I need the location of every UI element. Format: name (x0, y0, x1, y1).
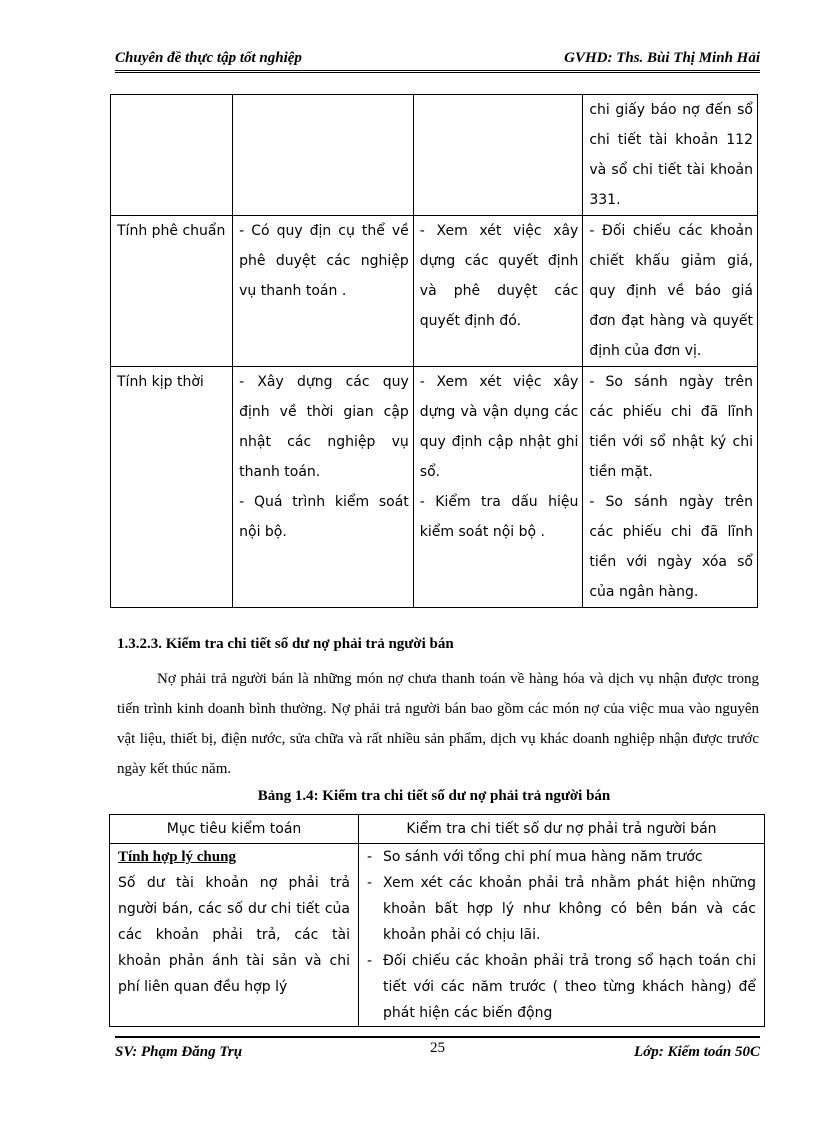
paragraph-text: Nợ phải trả người bán là những món nợ chưa thanh toán về hàng hóa và dịch vụ nhận được trong tiến trình kinh doanh bình thường. Nợ phải trả người bán bao gồm các món nợ của việc mua vào nguyên vật liệu, thiết bị, điện nước, sửa chữa và rất nhiều sản phẩm, dịch vụ khác doanh nghiệp nhận được trước ngày kết thúc năm. (117, 671, 759, 777)
table-row (111, 216, 758, 367)
column-header: Kiểm tra chi tiết số dư nợ phải trả người bán (359, 815, 765, 844)
table-cell: - Có quy địn cụ thể về phê duyệt các nghiệp vụ thanh toán . (233, 216, 414, 367)
list-item: - Xem xét các khoản phải trả nhằm phát hiện những khoản bất hợp lý như không có bên bán và các khoản phải có chịu lãi. (367, 870, 756, 948)
table-cell: - Xem xét việc xây dựng các quyết định và phê duyệt các quyết định đó. (413, 216, 583, 367)
table-cell (413, 367, 583, 608)
cell-text: - Kiểm tra dấu hiệu kiểm soát nội bộ . (419, 494, 579, 540)
header-left: Chuyên đề thực tập tốt nghiệp (115, 50, 302, 66)
objective-text: Số dư tài khoản nợ phải trả người bán, các số dư chi tiết của các khoản phải trả, các tài khoản phản ánh tài sản và chi phí liên quan đều hợp lý (118, 875, 350, 995)
checks-cell (359, 844, 765, 1027)
table-cell (583, 367, 758, 608)
footer-left: SV: Phạm Đăng Trụ (115, 1044, 243, 1060)
objective-cell (110, 844, 359, 1027)
table-row (111, 95, 758, 216)
header-right: GVHD: Ths. Bùi Thị Minh Hải (564, 50, 760, 66)
cell-text: - Xem xét việc xây dựng và vận dụng các quy định cập nhật ghi sổ. (419, 374, 579, 480)
table-row (110, 844, 765, 1027)
page-number: 25 (430, 1040, 445, 1056)
body-paragraph (117, 664, 759, 784)
page-footer (115, 1036, 760, 1066)
objective-title: Tính hợp lý chung (118, 849, 236, 865)
column-header: Mục tiêu kiểm toán (110, 815, 359, 844)
table-cell (233, 95, 414, 216)
table-cell: - Đối chiếu các khoản chiết khấu giảm giá, quy định về báo giá đơn đạt hàng và quyết định của đơn vị. (583, 216, 758, 367)
table-row (111, 367, 758, 608)
checks-list (367, 844, 756, 1026)
table-header-row (110, 815, 765, 844)
list-item: - Đối chiếu các khoản phải trả trong sổ hạch toán chi tiết với các năm trước ( theo từng khách hàng) để phát hiện các biến động (367, 948, 756, 1026)
section-title: 1.3.2.3. Kiểm tra chi tiết số dư nợ phải trả người bán (117, 636, 454, 652)
footer-right: Lớp: Kiểm toán 50C (634, 1044, 760, 1060)
cell-text: - So sánh ngày trên các phiếu chi đã lĩnh tiền với ngày xóa sổ của ngân hàng. (589, 494, 753, 600)
table-cell (233, 367, 414, 608)
list-item: - So sánh với tổng chi phí mua hàng năm trước (367, 844, 756, 870)
control-test-table (110, 94, 758, 608)
balance-test-table (109, 814, 765, 1027)
table-cell: chi giấy báo nợ đến sổ chi tiết tài khoản 112 và sổ chi tiết tài khoản 331. (583, 95, 758, 216)
cell-text: - Xây dựng các quy định về thời gian cập nhật các nghiệp vụ thanh toán. (239, 374, 409, 480)
cell-text: - So sánh ngày trên các phiếu chi đã lĩnh tiền với sổ nhật ký chi tiền mặt. (589, 374, 753, 480)
table-caption: Bảng 1.4: Kiểm tra chi tiết số dư nợ phải trả người bán (257, 788, 611, 804)
cell-text: - Quá trình kiểm soát nội bộ. (239, 494, 409, 540)
table-cell: Tính phê chuẩn (111, 216, 233, 367)
table-cell (413, 95, 583, 216)
table-cell (111, 367, 233, 608)
page-header (115, 48, 760, 73)
cell-text: Tính kịp thời (117, 374, 204, 390)
table-cell (111, 95, 233, 216)
